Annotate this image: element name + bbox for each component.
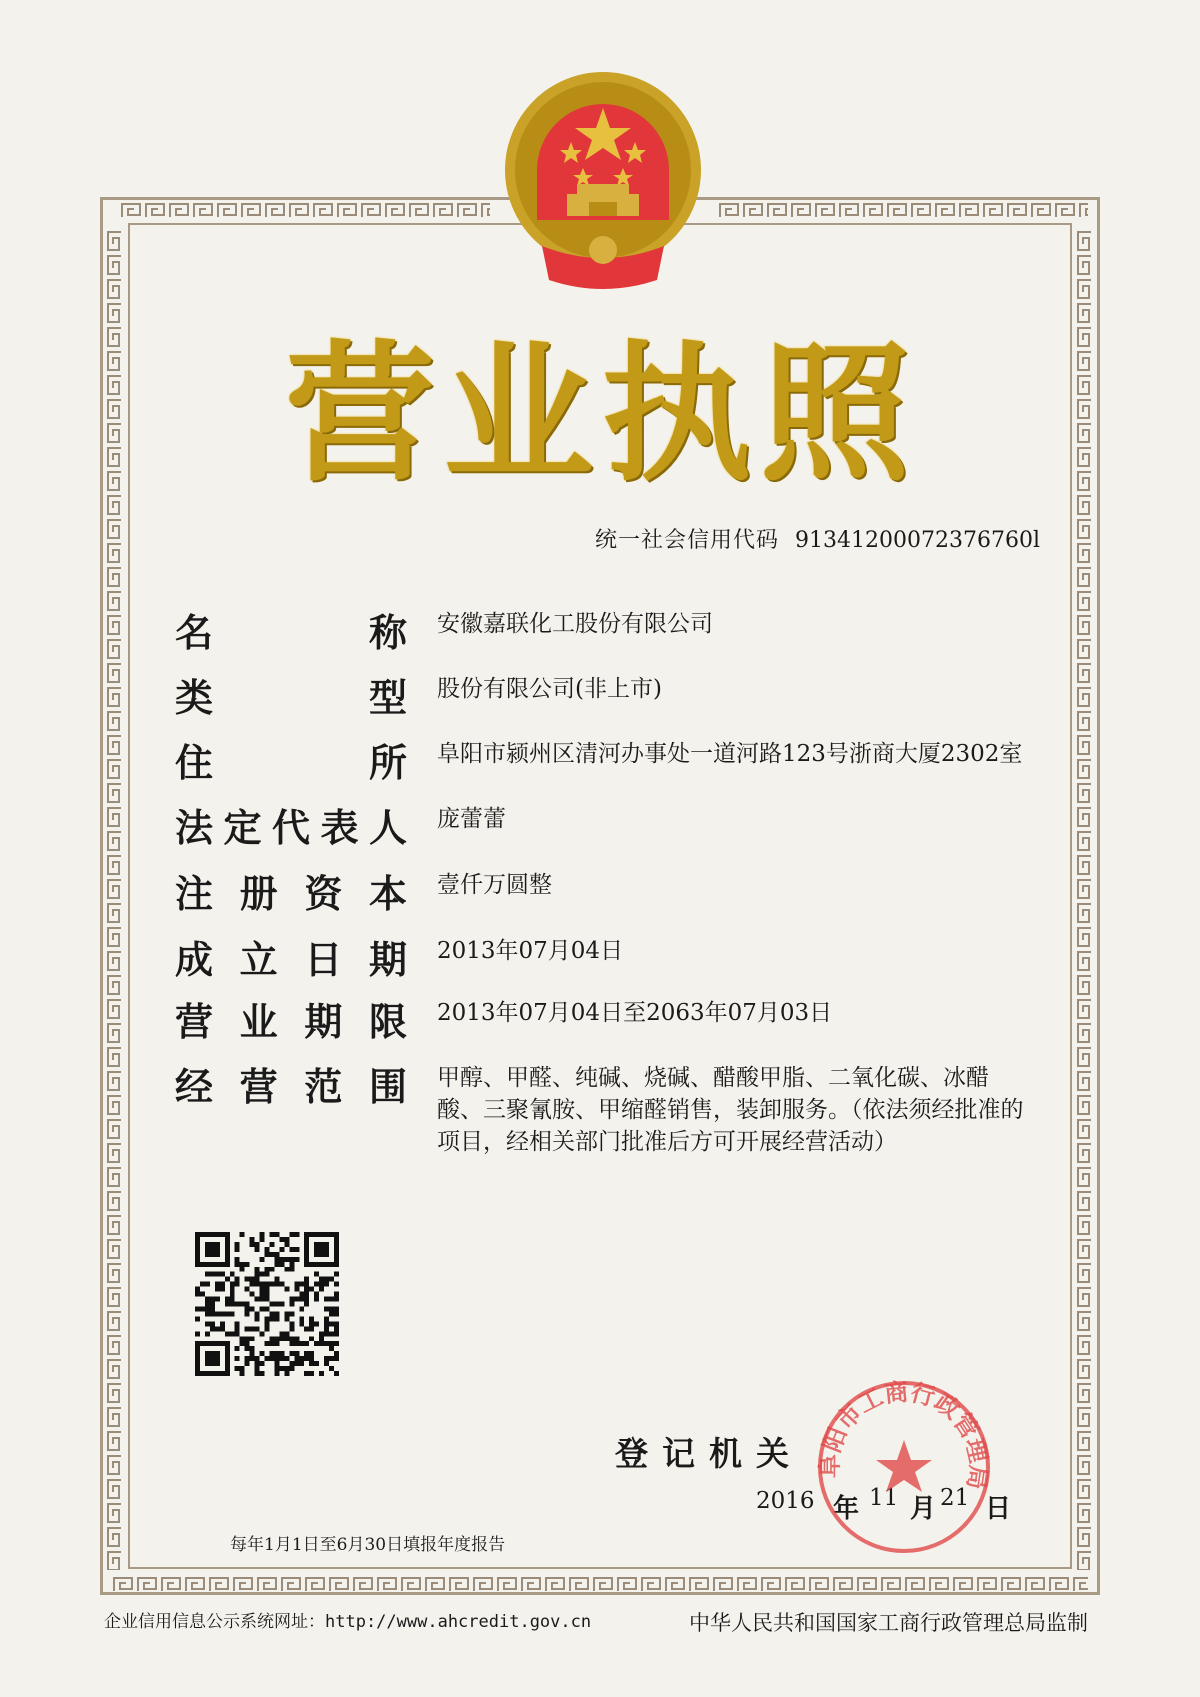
field-label: 营 业 期 限 [175,1000,407,1044]
title-char: 照 [759,328,910,502]
registration-date-month: 11 [869,1485,899,1511]
border-pattern-right [1075,230,1097,1570]
field-value: 股份有限公司(非上市) [437,676,662,702]
registration-date-month-unit: 月 [910,1494,937,1524]
field-value: 2013年07月04日至2063年07月03日 [437,1000,833,1026]
field-value: 壹仟万圆整 [437,872,552,898]
annual-report-note: 每年1月1日至6月30日填报年度报告 [230,1535,506,1555]
qr-code-icon[interactable] [195,1232,339,1376]
border-pattern-top-right [718,201,1088,223]
official-seal-icon [815,1378,993,1556]
border-pattern-left [105,230,127,1570]
credit-code-value: 91341200072376760l [795,528,1040,553]
license-title [160,330,1040,500]
border-pattern-top-left [120,201,490,223]
title-char: 营 [285,328,436,502]
field-label: 法 定 代 表 人 [175,806,407,850]
registration-date-day: 21 [940,1485,970,1511]
credit-code-label: 统一社会信用代码 [594,528,779,553]
field-value: 安徽嘉联化工股份有限公司 [437,611,713,637]
field-value: 庞蕾蕾 [437,806,506,832]
footer-credit-system [104,1607,591,1632]
field-label: 成 立 日 期 [175,938,407,982]
national-emblem-icon [497,70,709,290]
field-value: 2013年07月04日 [437,938,624,964]
field-value: 阜阳市颍州区清河办事处一道河路123号浙商大厦2302室 [437,741,1023,767]
field-label: 住 所 [175,741,407,785]
title-char: 执 [601,328,752,502]
footer-credit-label: 企业信用信息公示系统网址： [104,1612,325,1632]
credit-code [595,523,1040,554]
registration-date-year: 2016 [756,1488,815,1514]
field-label: 注 册 资 本 [175,872,407,916]
registration-date-day-unit: 日 [985,1494,1012,1524]
footer-supervisor: 中华人民共和国国家工商行政管理总局监制 [689,1611,1088,1635]
field-label: 名 称 [175,611,407,655]
registration-authority: 登记机关 [615,1434,803,1473]
border-pattern-bottom [112,1575,1088,1597]
registration-date-year-unit: 年 [833,1494,860,1524]
field-label: 经 营 范 围 [175,1065,407,1109]
seal-text: 阜阳市工商行政管理局 [815,1378,993,1492]
title-char: 业 [443,328,594,502]
field-value: 甲醇、甲醛、纯碱、烧碱、醋酸甲脂、二氧化碳、冰醋酸、三聚氰胺、甲缩醛销售，装卸服务。（依法须经批准的项目，经相关部门批准后方可开展经营活动） [437,1065,1024,1155]
footer-credit-url[interactable]: http://www.ahcredit.gov.cn [325,1612,592,1632]
field-label: 类 型 [175,676,407,720]
